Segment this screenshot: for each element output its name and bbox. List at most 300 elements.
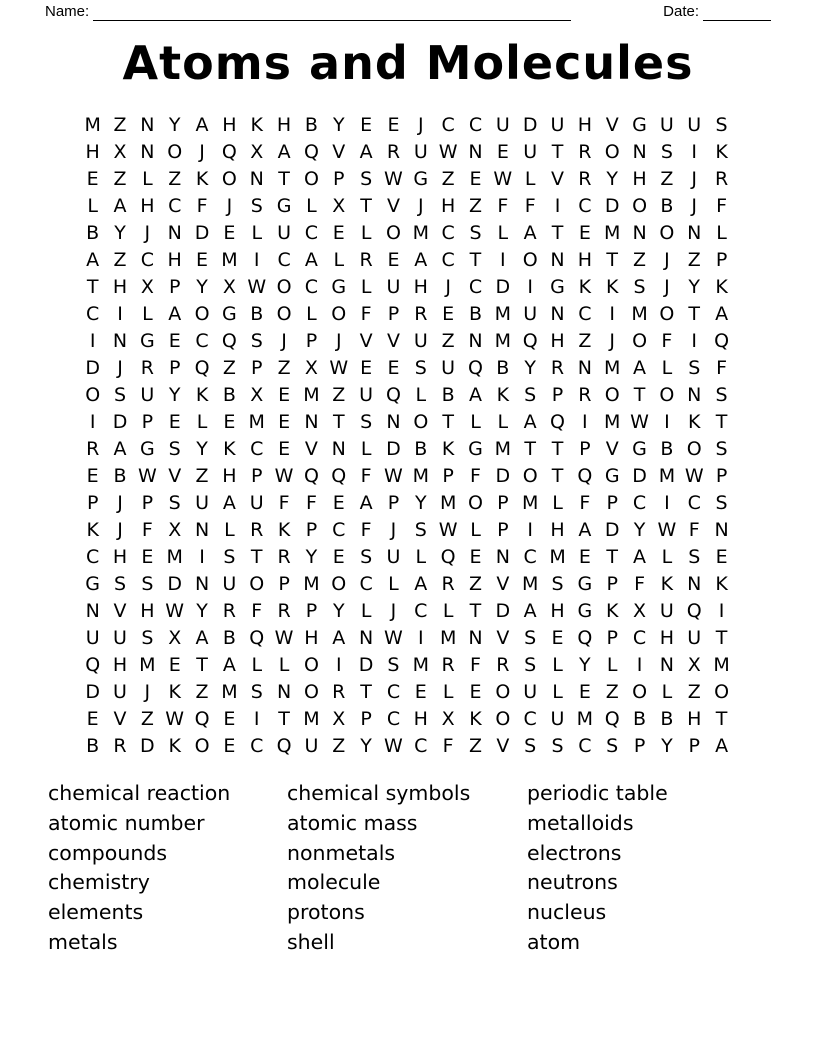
grid-cell: U — [195, 492, 209, 514]
grid-cell: S — [606, 735, 619, 757]
grid-cell: J — [664, 276, 670, 298]
grid-cell: V — [113, 600, 127, 622]
grid-cell: H — [112, 654, 128, 676]
grid-cell: D — [167, 573, 183, 595]
grid-cell: N — [687, 384, 702, 406]
grid-cell: A — [523, 600, 537, 622]
grid-cell: L — [415, 384, 427, 406]
grid-row — [79, 382, 735, 409]
grid-cell: T — [715, 411, 728, 433]
grid-cell: T — [278, 708, 290, 730]
grid-cell: D — [140, 735, 155, 757]
word-item: molecule — [287, 870, 381, 895]
grid-cell: Q — [331, 465, 347, 487]
grid-cell: F — [278, 492, 290, 514]
grid-cell: U — [659, 114, 674, 136]
grid-cell: Z — [195, 681, 209, 703]
grid-cell: U — [687, 114, 702, 136]
grid-cell: V — [332, 141, 346, 163]
grid-cell: O — [632, 330, 648, 352]
grid-cell: L — [360, 276, 372, 298]
grid-cell: X — [332, 708, 346, 730]
grid-cell: H — [440, 195, 456, 217]
grid-cell: S — [688, 357, 701, 379]
grid-cell: S — [113, 573, 127, 595]
grid-cell: E — [387, 249, 400, 271]
grid-cell: C — [168, 195, 182, 217]
grid-cell: C — [277, 249, 291, 271]
grid-cell: E — [141, 546, 154, 568]
grid-row — [79, 625, 735, 652]
word-item: elements — [48, 900, 144, 925]
grid-cell: L — [251, 222, 263, 244]
grid-cell: M — [521, 573, 539, 595]
word-item: metalloids — [527, 810, 634, 835]
grid-cell: S — [524, 627, 537, 649]
grid-cell: E — [278, 384, 291, 406]
grid-cell: K — [250, 114, 263, 136]
word-item: nucleus — [527, 900, 607, 925]
grid-row — [79, 139, 735, 166]
grid-cell: U — [113, 627, 127, 649]
grid-cell: Y — [414, 492, 427, 514]
grid-cell: C — [140, 249, 154, 271]
grid-cell: J — [390, 600, 397, 622]
grid-cell: S — [688, 546, 701, 568]
grid-cell: H — [413, 708, 428, 730]
grid-cell: C — [468, 114, 483, 136]
grid-cell: Z — [332, 735, 346, 757]
word-item: periodic table — [527, 781, 668, 805]
grid-cell: H — [550, 600, 565, 622]
grid-cell: P — [633, 735, 646, 757]
word-list-column — [48, 779, 287, 958]
grid-cell: S — [360, 546, 373, 568]
grid-row — [79, 409, 735, 436]
grid-cell: E — [442, 303, 455, 325]
grid-cell: S — [360, 168, 373, 190]
grid-cell: O — [194, 303, 210, 325]
grid-cell: C — [304, 222, 319, 244]
grid-cell: O — [659, 222, 675, 244]
grid-cell: A — [359, 492, 373, 514]
word-item: atomic mass — [287, 810, 418, 835]
grid-row — [79, 733, 735, 760]
grid-cell: R — [140, 357, 154, 379]
grid-cell: E — [578, 222, 591, 244]
grid-cell: U — [140, 384, 155, 406]
grid-cell: I — [253, 249, 260, 271]
grid-cell: C — [632, 492, 647, 514]
grid-cell: A — [168, 303, 182, 325]
grid-row — [79, 328, 735, 355]
grid-cell: L — [333, 249, 345, 271]
grid-cell: L — [87, 195, 98, 217]
grid-cell: A — [113, 438, 127, 460]
grid-cell: O — [632, 195, 648, 217]
grid-cell: C — [578, 195, 592, 217]
grid-cell: C — [86, 546, 100, 568]
grid-cell: Z — [113, 114, 127, 136]
grid-cell: C — [441, 249, 455, 271]
grid-cell: I — [527, 276, 533, 298]
grid-cell: N — [659, 654, 674, 676]
word-item: metals — [48, 929, 118, 954]
grid-cell: O — [385, 222, 401, 244]
grid-cell: C — [195, 330, 209, 352]
grid-cell: G — [604, 465, 620, 487]
grid-cell: U — [222, 573, 237, 595]
word-item: nonmetals — [287, 840, 396, 865]
grid-cell: T — [633, 384, 646, 406]
grid-cell: B — [660, 438, 674, 460]
grid-cell: L — [360, 222, 372, 244]
grid-cell: P — [715, 465, 728, 487]
grid-cell: K — [715, 573, 728, 595]
grid-cell: Z — [332, 384, 346, 406]
grid-cell: R — [277, 546, 291, 568]
grid-cell: T — [360, 195, 372, 217]
grid-cell: F — [524, 195, 536, 217]
page-title: Atoms and Molecules — [122, 36, 694, 90]
grid-cell: F — [470, 465, 481, 487]
grid-cell: Z — [660, 168, 674, 190]
grid-cell: F — [360, 303, 372, 325]
grid-cell: N — [468, 141, 483, 163]
grid-cell: C — [86, 303, 100, 325]
grid-cell: V — [113, 708, 127, 730]
grid-cell: G — [331, 276, 347, 298]
grid-cell: F — [141, 519, 153, 541]
grid-cell: T — [551, 141, 564, 163]
name-label: Name: — [45, 3, 90, 20]
grid-cell: E — [469, 681, 482, 703]
grid-cell: N — [468, 627, 483, 649]
grid-cell: Z — [687, 249, 701, 271]
grid-cell: L — [497, 411, 509, 433]
grid-cell: J — [144, 222, 151, 244]
grid-cell: T — [86, 276, 99, 298]
grid-cell: I — [554, 195, 561, 217]
grid-cell: P — [360, 708, 372, 730]
grid-cell: Y — [661, 735, 673, 757]
grid-cell: S — [250, 681, 263, 703]
grid-cell: L — [470, 519, 481, 541]
grid-cell: H — [112, 546, 128, 568]
grid-cell: V — [168, 465, 182, 487]
grid-cell: M — [604, 411, 621, 433]
grid-cell: Y — [332, 114, 345, 136]
word-item: chemistry — [48, 870, 150, 895]
grid-cell: L — [524, 168, 536, 190]
grid-cell: C — [414, 600, 428, 622]
grid-cell: J — [117, 492, 123, 514]
grid-cell: S — [715, 114, 728, 136]
grid-cell: L — [606, 654, 618, 676]
grid-cell: B — [86, 735, 100, 757]
grid-cell: N — [85, 600, 100, 622]
grid-cell: J — [445, 276, 451, 298]
grid-cell: D — [604, 519, 620, 541]
grid-cell: O — [495, 708, 511, 730]
grid-cell: C — [386, 708, 401, 730]
grid-cell: U — [277, 222, 292, 244]
grid-cell: L — [470, 411, 481, 433]
grid-cell: Y — [196, 438, 208, 460]
grid-cell: G — [139, 438, 155, 460]
grid-cell: Y — [196, 600, 208, 622]
grid-cell: O — [632, 681, 648, 703]
grid-cell: S — [360, 411, 373, 433]
grid-cell: O — [167, 141, 183, 163]
grid-cell: F — [196, 195, 208, 217]
grid-cell: H — [276, 114, 292, 136]
grid-row — [79, 301, 735, 328]
grid-cell: N — [495, 546, 510, 568]
grid-cell: A — [222, 654, 236, 676]
grid-row — [79, 544, 735, 571]
grid-cell: G — [632, 438, 647, 460]
grid-cell: T — [715, 708, 728, 730]
grid-cell: N — [359, 627, 374, 649]
grid-cell: U — [523, 681, 538, 703]
grid-cell: R — [359, 249, 373, 271]
grid-cell: Q — [686, 600, 702, 622]
grid-cell: L — [716, 222, 727, 244]
grid-cell: P — [579, 438, 591, 460]
grid-cell: X — [332, 195, 346, 217]
grid-cell: T — [688, 303, 701, 325]
grid-cell: W — [329, 357, 349, 379]
grid-row — [79, 679, 735, 706]
grid-cell: U — [550, 114, 565, 136]
grid-cell: S — [141, 573, 154, 595]
grid-cell: O — [331, 303, 347, 325]
grid-cell: N — [249, 168, 264, 190]
grid-cell: H — [222, 114, 237, 136]
grid-cell: O — [686, 438, 702, 460]
grid-cell: E — [715, 546, 728, 568]
grid-cell: E — [360, 357, 373, 379]
grid-cell: Z — [441, 330, 455, 352]
grid-cell: A — [332, 627, 346, 649]
grid-cell: K — [578, 276, 592, 298]
grid-cell: E — [196, 249, 209, 271]
grid-cell: E — [387, 357, 400, 379]
grid-cell: M — [494, 303, 512, 325]
grid-cell: C — [687, 492, 701, 514]
grid-cell: D — [194, 222, 210, 244]
grid-cell: Z — [113, 249, 127, 271]
grid-cell: E — [469, 546, 482, 568]
grid-cell: A — [633, 357, 647, 379]
grid-cell: E — [223, 411, 236, 433]
grid-cell: D — [632, 465, 647, 487]
grid-cell: F — [634, 573, 646, 595]
grid-cell: E — [496, 141, 509, 163]
grid-cell: Z — [605, 681, 619, 703]
grid-cell: T — [196, 654, 208, 676]
grid-cell: O — [276, 303, 292, 325]
grid-cell: H — [167, 249, 182, 271]
grid-cell: E — [332, 546, 345, 568]
grid-cell: S — [168, 438, 181, 460]
grid-cell: P — [606, 573, 618, 595]
grid-cell: M — [604, 357, 621, 379]
grid-cell: Q — [577, 465, 593, 487]
grid-cell: P — [497, 519, 509, 541]
grid-cell: B — [304, 114, 318, 136]
grid-cell: O — [194, 735, 210, 757]
grid-cell: K — [715, 276, 728, 298]
grid-cell: M — [412, 654, 429, 676]
grid-cell: V — [304, 438, 318, 460]
grid-cell: E — [387, 114, 400, 136]
grid-cell: W — [657, 519, 677, 541]
grid-cell: V — [386, 330, 400, 352]
grid-cell: L — [306, 303, 317, 325]
grid-cell: F — [716, 195, 728, 217]
grid-cell: H — [550, 330, 565, 352]
grid-cell: Y — [305, 546, 318, 568]
grid-cell: Z — [468, 735, 482, 757]
grid-cell: Y — [168, 114, 181, 136]
grid-cell: R — [332, 681, 346, 703]
grid-cell: I — [253, 708, 260, 730]
grid-cell: U — [687, 627, 702, 649]
grid-cell: X — [168, 519, 182, 541]
grid-cell: F — [360, 465, 372, 487]
grid-row — [79, 220, 735, 247]
grid-cell: V — [359, 330, 373, 352]
grid-cell: O — [604, 384, 620, 406]
grid-cell: N — [304, 411, 319, 433]
grid-cell: G — [222, 303, 237, 325]
grid-cell: N — [140, 114, 155, 136]
grid-cell: A — [222, 492, 236, 514]
grid-cell: N — [632, 222, 647, 244]
grid-cell: D — [495, 600, 511, 622]
grid-cell: O — [303, 681, 319, 703]
grid-cell: B — [222, 384, 236, 406]
grid-cell: K — [168, 735, 181, 757]
grid-cell: F — [579, 492, 591, 514]
grid-cell: Y — [332, 600, 345, 622]
grid-cell: N — [167, 222, 182, 244]
grid-cell: Z — [578, 330, 592, 352]
grid-cell: Q — [604, 708, 620, 730]
grid-cell: U — [113, 681, 127, 703]
grid-cell: O — [331, 573, 347, 595]
grid-cell: C — [632, 627, 647, 649]
grid-cell: W — [165, 708, 185, 730]
grid-cell: J — [335, 330, 342, 352]
word-item: shell — [287, 929, 335, 954]
grid-cell: W — [165, 600, 185, 622]
grid-cell: R — [441, 654, 455, 676]
grid-cell: R — [714, 168, 729, 190]
grid-cell: I — [582, 411, 588, 433]
grid-cell: N — [550, 303, 565, 325]
grid-cell: O — [413, 411, 429, 433]
word-list-column — [527, 779, 768, 958]
grid-cell: E — [168, 411, 181, 433]
word-item: atomic number — [48, 810, 205, 835]
grid-cell: G — [139, 330, 155, 352]
grid-cell: Q — [276, 735, 292, 757]
grid-cell: Y — [579, 654, 591, 676]
grid-cell: Q — [522, 330, 538, 352]
grid-cell: F — [442, 735, 454, 757]
grid-cell: M — [139, 654, 156, 676]
grid-cell: A — [359, 141, 373, 163]
grid-cell: O — [604, 141, 620, 163]
grid-cell: N — [632, 141, 647, 163]
grid-cell: M — [166, 546, 183, 568]
grid-cell: A — [523, 222, 537, 244]
grid-cell: F — [305, 492, 317, 514]
grid-cell: S — [551, 573, 564, 595]
grid-cell: N — [194, 519, 210, 541]
grid-cell: M — [221, 249, 238, 271]
grid-cell: Z — [441, 168, 455, 190]
grid-cell: P — [141, 411, 154, 433]
word-item: chemical reaction — [48, 781, 231, 805]
grid-cell: S — [414, 357, 427, 379]
grid-cell: F — [251, 600, 263, 622]
grid-cell: F — [360, 519, 372, 541]
grid-cell: G — [85, 573, 101, 595]
grid-cell: C — [359, 573, 373, 595]
grid-cell: H — [550, 519, 565, 541]
grid-cell: C — [441, 222, 455, 244]
grid-cell: T — [551, 222, 564, 244]
grid-cell: A — [468, 384, 482, 406]
grid-row — [79, 166, 735, 193]
grid-cell: Z — [633, 249, 647, 271]
grid-cell: Q — [194, 357, 210, 379]
grid-cell: H — [140, 600, 155, 622]
grid-cell: R — [441, 573, 455, 595]
grid-cell: T — [606, 546, 618, 568]
grid-cell: G — [413, 168, 429, 190]
grid-cell: E — [86, 168, 99, 190]
word-list — [48, 779, 768, 958]
grid-cell: W — [438, 141, 458, 163]
grid-cell: L — [306, 195, 317, 217]
grid-cell: N — [687, 222, 702, 244]
grid-cell: D — [604, 195, 620, 217]
grid-cell: S — [633, 276, 646, 298]
grid-cell: X — [113, 141, 127, 163]
grid-cell: F — [661, 330, 673, 352]
grid-cell: S — [141, 627, 154, 649]
grid-cell: T — [332, 411, 345, 433]
grid-cell: I — [609, 303, 615, 325]
word-item: neutrons — [527, 870, 618, 895]
grid-cell: Z — [468, 573, 482, 595]
grid-cell: R — [578, 384, 592, 406]
grid-cell: M — [631, 303, 648, 325]
grid-cell: D — [495, 276, 511, 298]
grid-cell: Z — [168, 168, 182, 190]
grid-cell: V — [496, 735, 510, 757]
grid-cell: K — [168, 681, 181, 703]
grid-cell: D — [85, 357, 100, 379]
grid-cell: H — [304, 627, 319, 649]
grid-cell: W — [493, 168, 513, 190]
grid-cell: M — [248, 411, 265, 433]
